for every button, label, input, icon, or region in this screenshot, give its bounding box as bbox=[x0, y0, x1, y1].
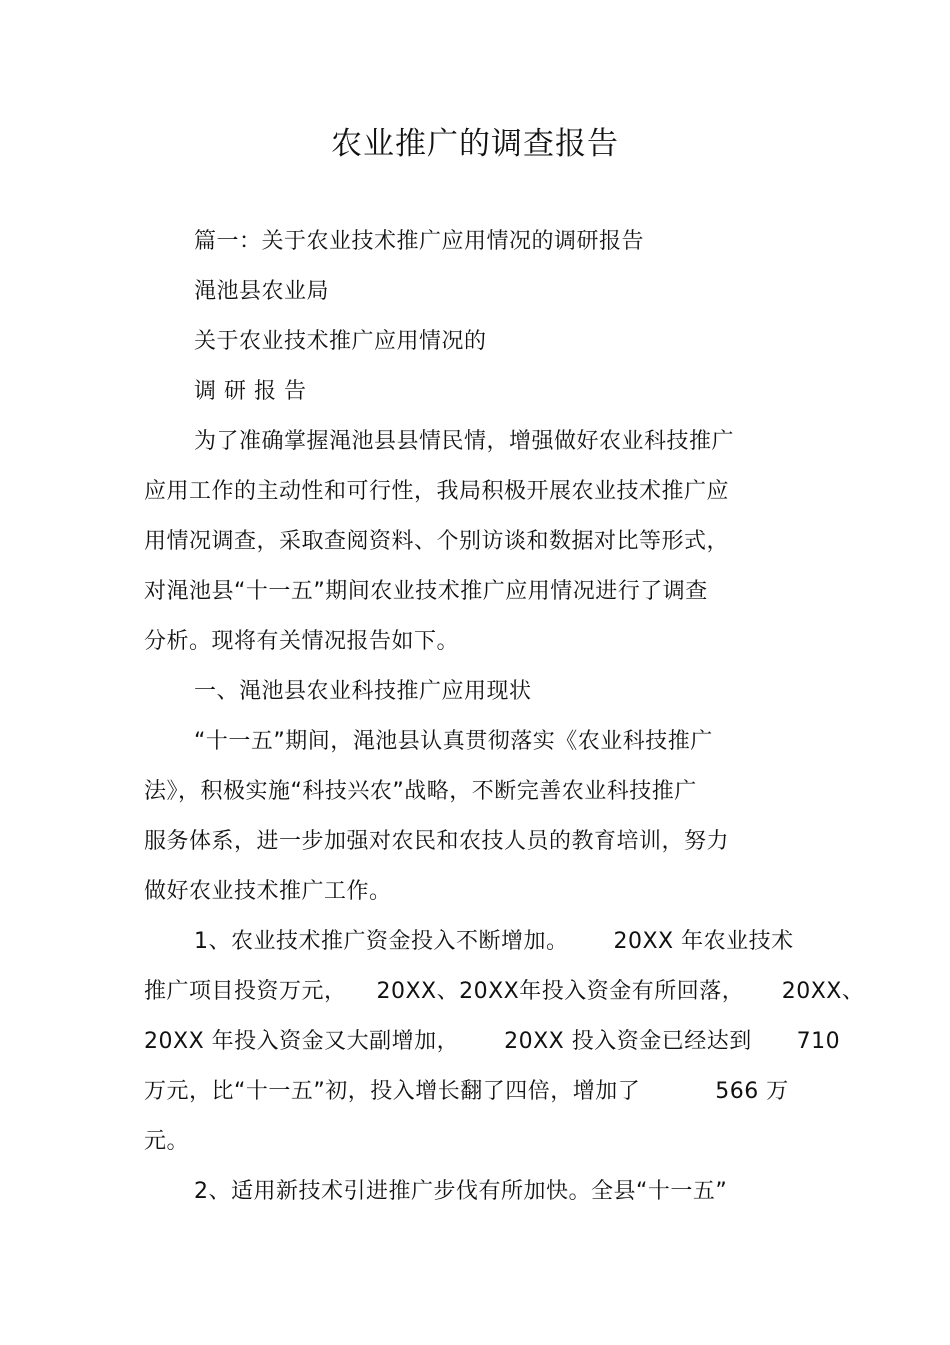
report-title-line-1: 关于农业技术推广应用情况的 bbox=[194, 329, 487, 354]
section-heading: 一、渑池县农业科技推广应用现状 bbox=[194, 679, 532, 704]
document-title: 农业推广的调查报告 bbox=[331, 126, 619, 162]
paragraph-line: 推广项目投资万元， 20XX、20XX年投入资金有所回落， 20XX、 bbox=[144, 979, 865, 1004]
paragraph-line: 法》，积极实施“科技兴农”战略，不断完善农业科技推广 bbox=[144, 779, 697, 804]
paragraph-line: 1、农业技术推广资金投入不断增加。 20XX 年农业技术 bbox=[194, 929, 794, 954]
paragraph-line: 对渑池县“十一五”期间农业技术推广应用情况进行了调查 bbox=[144, 579, 708, 604]
paragraph-line: “十一五”期间，渑池县认真贯彻落实《农业科技推广 bbox=[194, 729, 713, 754]
paragraph-line: 万元，比“十一五”初，投入增长翻了四倍，增加了 566 万 bbox=[144, 1079, 789, 1104]
paragraph-line: 服务体系，进一步加强对农民和农技人员的教育培训，努力 bbox=[144, 829, 730, 854]
paragraph-line: 做好农业技术推广工作。 bbox=[144, 879, 392, 904]
paragraph-line: 元。 bbox=[144, 1129, 190, 1154]
article-heading: 篇一：关于农业技术推广应用情况的调研报告 bbox=[194, 229, 645, 254]
paragraph-line: 2、适用新技术引进推广步伐有所加快。全县“十一五” bbox=[194, 1179, 728, 1204]
paragraph-line: 为了准确掌握渑池县县情民情，增强做好农业科技推广 bbox=[194, 429, 735, 454]
report-title-line-2: 调 研 报 告 bbox=[194, 379, 307, 404]
paragraph-line: 20XX 年投入资金又大副增加， 20XX 投入资金已经达到 710 bbox=[144, 1029, 841, 1054]
paragraph-line: 分析。现将有关情况报告如下。 bbox=[144, 629, 460, 654]
issuer-line: 渑池县农业局 bbox=[194, 279, 330, 304]
paragraph-line: 用情况调查，采取查阅资料、个别访谈和数据对比等形式， bbox=[144, 529, 730, 554]
paragraph-line: 应用工作的主动性和可行性，我局积极开展农业技术推广应 bbox=[144, 479, 730, 504]
